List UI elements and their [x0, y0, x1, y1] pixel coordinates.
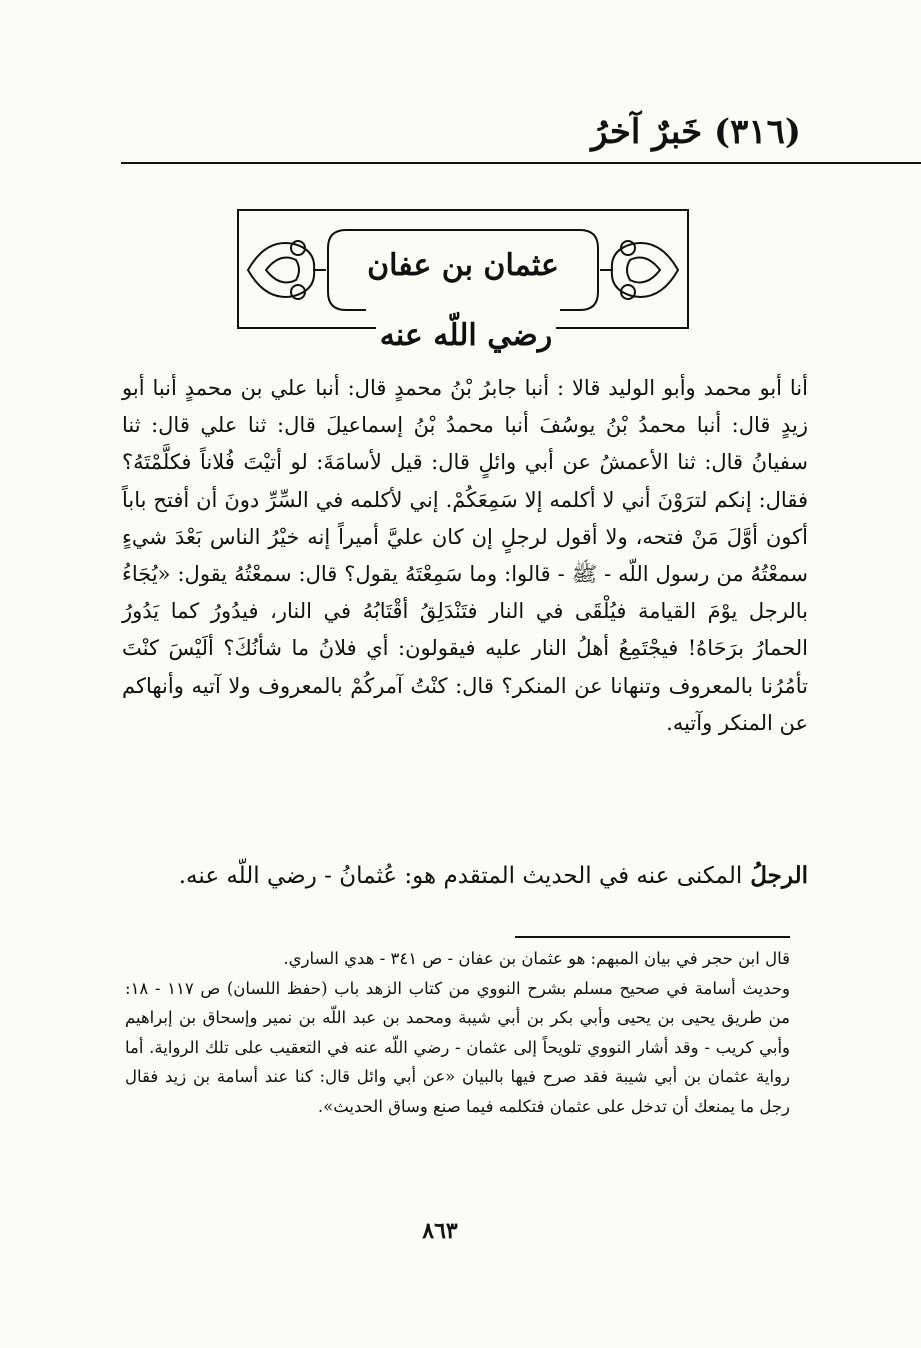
section-heading — [121, 92, 921, 164]
hadith-paragraph: أنا أبو محمد وأبو الوليد قالا : أنبا جابرُ بْنُ محمدٍ قال: أنبا علي بن محمدٍ أنبا أبو زيدٍ قال: أنبا محمدُ بْنُ يوسُفَ أنبا محمدُ بْنُ إسماعيلَ قال: ثنا علي قال: ثنا سفيانُ قال: ثنا الأعمشُ عن أبي وائلٍ قال: قيل لأسامَةَ: لو أتيْتَ فُلاناً فكلَّمْتَهُ؟ فقال: إنكم لترَوْنَ أني لا أكلمه إلا سَمِعَكُمْ. إني لأكلمه في السِّرِّ دونَ أن أفتح باباً أكون أوَّلَ مَنْ فتحه، ولا أقول لرجلٍ إن كان عليَّ أميراً إنه خيْرُ الناس بَعْدَ شيءٍ سمعْتُهُ من رسول اللّه - ﷺ - قالوا: وما سَمِعْتَهُ يقول؟ قال: سمعْتُهُ يقول: «يُجَاءُ بالرجل يوْمَ القيامة فيُلْقَى في النار فتَنْدَلِقُ أقْتَابُهُ في النار، فيدُورُ كما يَدُورُ الحمارُ برَحَاهُ! فيجْتَمِعُ أهلُ النار عليه فيقولون: أي فلانُ ما شأنُكَ؟ ألَيْسَ كنْتَ تأمُرُنا بالمعروف وتنهانا عن المنكر؟ قال: كنْتُ آمركُمْ بالمعروف ولا آتيه وأنهاكم عن المنكر وآتيه. — [122, 376, 808, 735]
closing-bold: الرجلُ — [750, 862, 808, 889]
footnote-divider — [515, 936, 790, 938]
section-title: (٣١٦) خَبرٌ آخرُ — [591, 112, 801, 152]
frame-subtitle: رضي اللّه عنه — [376, 318, 556, 353]
ornamental-frame — [236, 208, 690, 353]
closing-paragraph — [122, 848, 808, 904]
page-number: ٨٦٣ — [422, 1218, 458, 1244]
frame-title: عثمان بن عفان — [367, 248, 559, 283]
footnotes — [125, 944, 790, 1122]
closing-text: المكنى عنه في الحديث المتقدم هو: عُثمانُ - رضي اللّه عنه. — [178, 863, 743, 889]
footnote-line: قال ابن حجر في بيان المبهم: هو عثمان بن عفان - ص ٣٤١ - هدي الساري. — [283, 949, 790, 968]
footnote-paragraph: وحديث أسامة في صحيح مسلم بشرح النووي من كتاب الزهد باب (حفظ اللسان) ص ١١٧ - ١٨: من طريق يحيى بن يحيى وأبي بكر بن أبي شيبة ومحمد بن عبد اللّه بن نمير وإسحاق بن إبراهيم وأبي كريب - وقد أشار النووي تلويحاً إلى عثمان - رضي اللّه عنه في التعقيب على تلك الرواية. أما رواية عثمان بن أبي شيبة فقد صرح فيها بالبيان «عن أبي وائل قال: كنا عند أسامة بن زيد فقال رجل ما يمنعك أن تدخل على عثمان فتكلمه فيما صنع وساق الحديث». — [125, 978, 790, 1116]
main-text — [122, 370, 808, 742]
